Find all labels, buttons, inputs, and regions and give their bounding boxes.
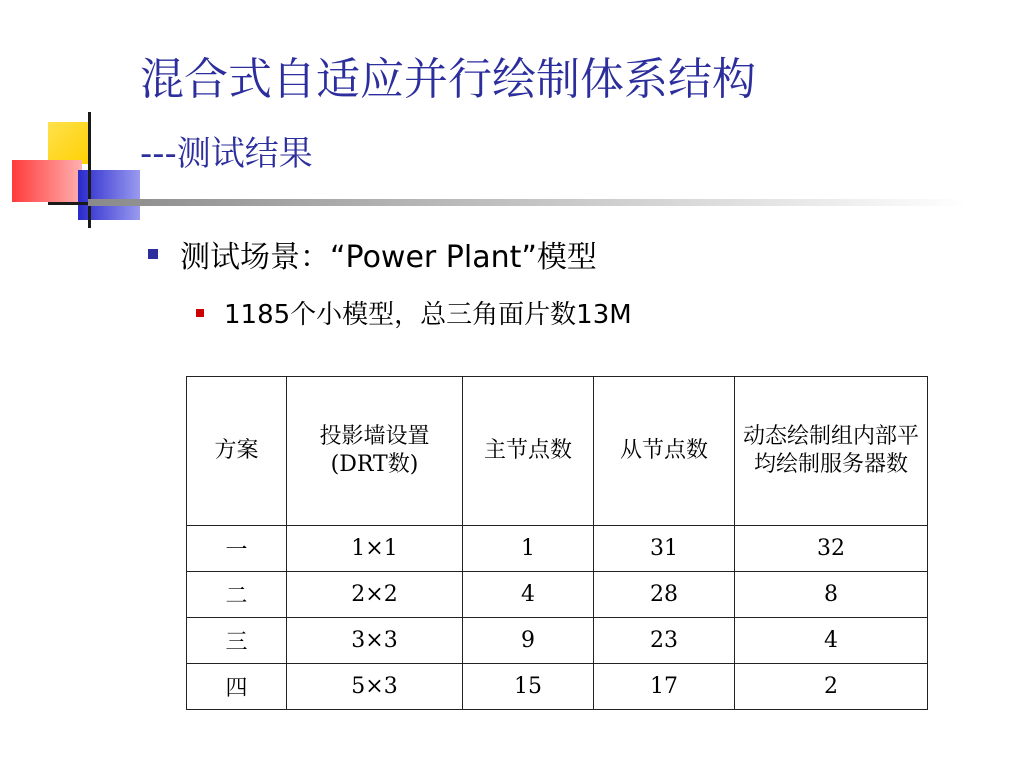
header-cell-master: 主节点数 bbox=[463, 377, 594, 526]
header-cell-slave: 从节点数 bbox=[594, 377, 735, 526]
table-row bbox=[187, 526, 928, 572]
table-header-row bbox=[187, 377, 928, 526]
table-row bbox=[187, 572, 928, 618]
header-cell-drt: 投影墙设置(DRT数) bbox=[287, 377, 463, 526]
table-cell: 1 bbox=[463, 526, 594, 572]
table-cell: 四 bbox=[187, 664, 287, 710]
table-cell: 二 bbox=[187, 572, 287, 618]
table-cell: 32 bbox=[735, 526, 928, 572]
header-cell-scheme: 方案 bbox=[187, 377, 287, 526]
table-cell: 15 bbox=[463, 664, 594, 710]
table-cell: 23 bbox=[594, 618, 735, 664]
results-table bbox=[186, 376, 928, 710]
table-cell: 5×3 bbox=[287, 664, 463, 710]
red-square bbox=[12, 160, 82, 202]
table-cell: 一 bbox=[187, 526, 287, 572]
table-cell: 4 bbox=[463, 572, 594, 618]
bullet-square-icon bbox=[196, 309, 204, 317]
table-cell: 2×2 bbox=[287, 572, 463, 618]
page-title: 混合式自适应并行绘制体系结构 bbox=[140, 54, 756, 105]
table-cell: 8 bbox=[735, 572, 928, 618]
header-cell-avg-servers: 动态绘制组内部平均绘制服务器数 bbox=[735, 377, 928, 526]
bullet-text: 测试场景：“Power Plant”模型 bbox=[180, 240, 597, 275]
bullet-text: 1185个小模型，总三角面片数13M bbox=[224, 300, 632, 330]
table-cell: 9 bbox=[463, 618, 594, 664]
title-underline bbox=[88, 199, 968, 206]
bullet-level2 bbox=[196, 294, 632, 331]
table-cell: 31 bbox=[594, 526, 735, 572]
table-cell: 1×1 bbox=[287, 526, 463, 572]
yellow-square bbox=[48, 122, 90, 164]
table-cell: 28 bbox=[594, 572, 735, 618]
vertical-rule bbox=[88, 112, 91, 228]
corner-ornament bbox=[0, 0, 140, 230]
table-row bbox=[187, 618, 928, 664]
page-subtitle: ---测试结果 bbox=[140, 134, 313, 174]
bullet-square-icon bbox=[148, 249, 158, 259]
table-cell: 2 bbox=[735, 664, 928, 710]
bullet-level1 bbox=[148, 232, 597, 276]
table-cell: 17 bbox=[594, 664, 735, 710]
table-cell: 三 bbox=[187, 618, 287, 664]
table-row bbox=[187, 664, 928, 710]
table-cell: 4 bbox=[735, 618, 928, 664]
table-cell: 3×3 bbox=[287, 618, 463, 664]
